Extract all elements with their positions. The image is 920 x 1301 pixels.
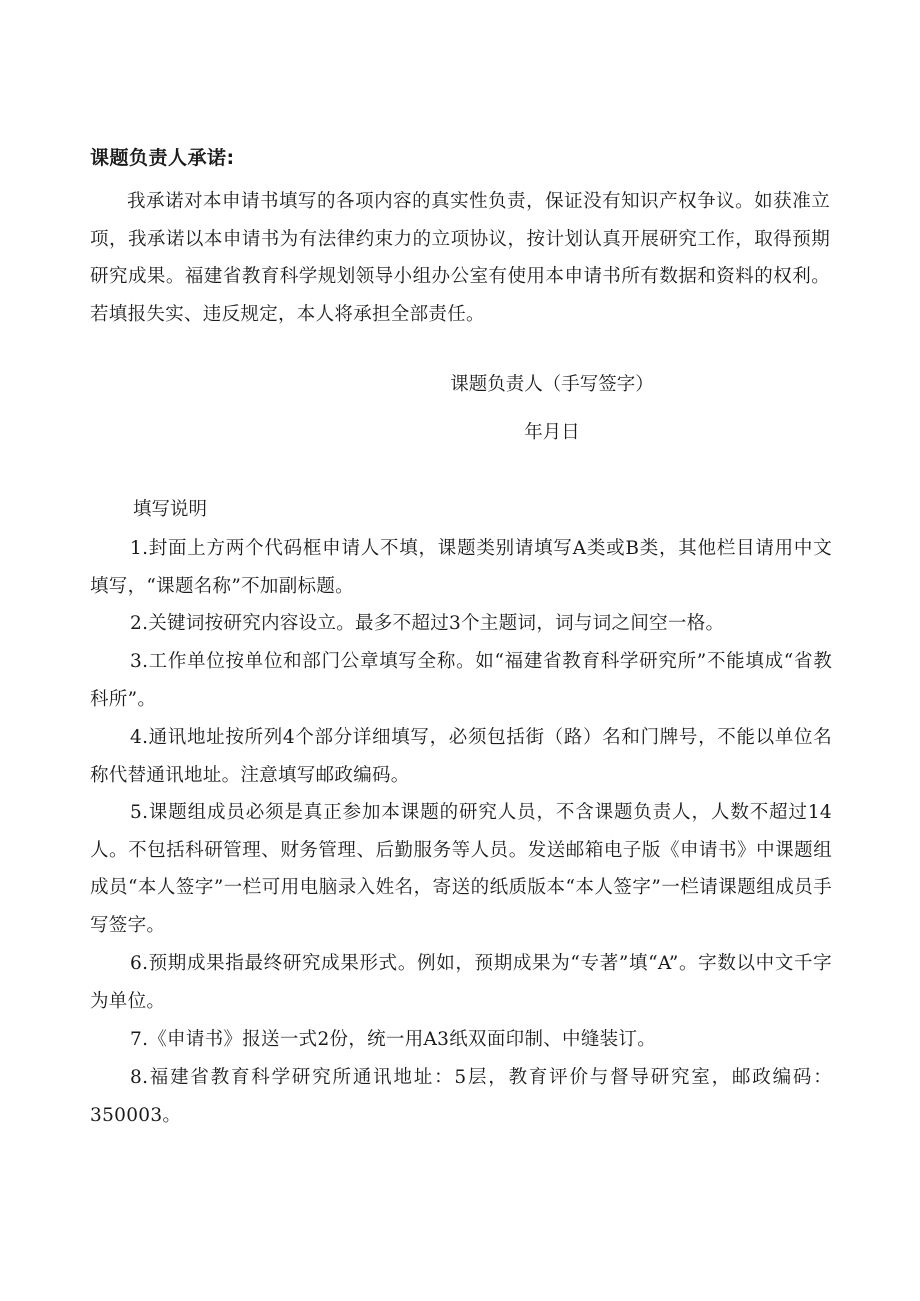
commitment-heading: 课题负责人承诺: <box>90 147 235 169</box>
instruction-item-3: 3.工作单位按单位和部门公章填写全称。如“福建省教育科学研究所”不能填成“省教科所”。 <box>90 651 832 710</box>
signature-label: 课题负责人（手写签字） <box>450 374 654 395</box>
instruction-item-2: 2.关键词按研究内容设立。最多不超过3个主题词，词与词之间空一格。 <box>130 613 725 634</box>
instruction-item-1: 1.封面上方两个代码框申请人不填，课题类别请填写A类或B类，其他栏目请用中文填写，“课题名称”不加副标题。 <box>90 538 832 597</box>
instructions-title: 填写说明 <box>133 499 208 520</box>
date-label: 年月日 <box>524 422 580 443</box>
instruction-item-8: 8.福建省教育科学研究所通讯地址：5层，教育评价与督导研究室，邮政编码：350003。 <box>90 1067 832 1126</box>
instruction-item-5: 5.课题组成员必须是真正参加本课题的研究人员，不含课题负责人，人数不超过14人。不包括科研管理、财务管理、后勤服务等人员。发送邮箱电子版《申请书》中课题组成员“本人签字”一栏可用电脑录入姓名，寄送的纸质版本“本人签字”一栏请课题组成员手写签字。 <box>90 802 832 936</box>
instruction-item-6: 6.预期成果指最终研究成果形式。例如，预期成果为“专著”填“A”。字数以中文千字为单位。 <box>90 953 832 1012</box>
commitment-body: 我承诺对本申请书填写的各项内容的真实性负责，保证没有知识产权争议。如获准立项，我承诺以本申请书为有法律约束力的立项协议，按计划认真开展研究工作，取得预期研究成果。福建省教育科学规划领导小组办公室有使用本申请书所有数据和资料的权利。若填报失实、违反规定，本人将承担全部责任。 <box>90 191 830 325</box>
instruction-item-4: 4.通讯地址按所列4个部分详细填写，必须包括街（路）名和门牌号，不能以单位名称代替通讯地址。注意填写邮政编码。 <box>90 727 832 786</box>
instruction-item-7: 7.《申请书》报送一式2份，统一用A3纸双面印制、中缝装订。 <box>130 1029 657 1050</box>
